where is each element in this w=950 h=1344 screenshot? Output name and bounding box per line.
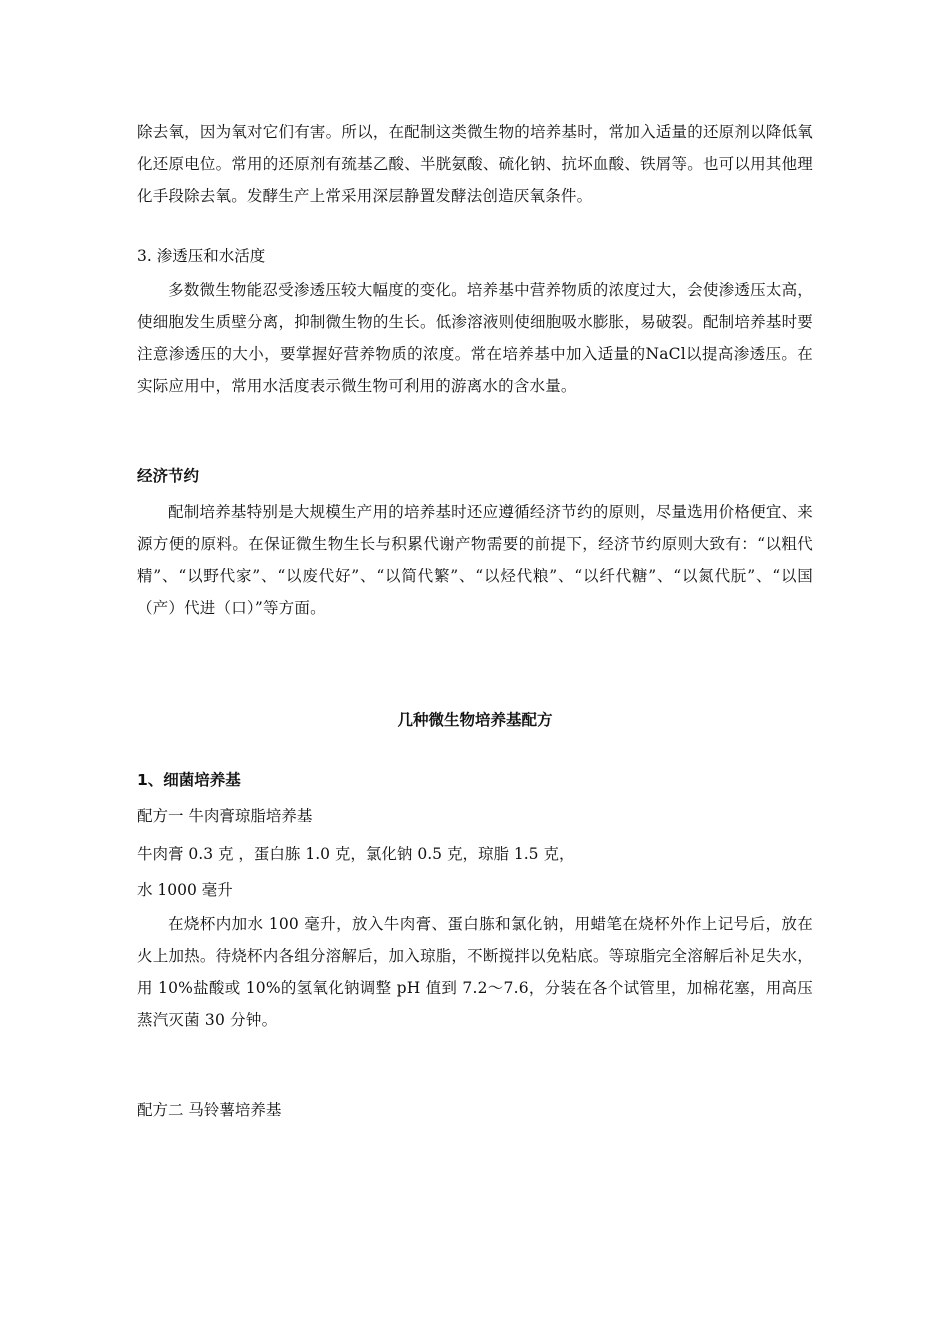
formula-one-ingredients-line2: 水 1000 毫升 <box>137 881 233 899</box>
bacteria-medium-title: 1、细菌培养基 <box>137 771 241 789</box>
section-economy-title: 经济节约 <box>137 467 200 485</box>
paragraph-osmotic: 多数微生物能忍受渗透压较大幅度的变化。培养基中营养物质的浓度过大，会使渗透压太高，使细胞发生质壁分离，抑制微生物的生长。低渗溶液则使细胞吸水膨胀，易破裂。配制培养基时要注意渗透压的大小，要掌握好营养物质的浓度。常在培养基中加入适量的NaCl以提高渗透压。在实际应用中，常用水活度表示微生物可利用的游离水的含水量。 <box>137 281 813 395</box>
paragraph-economy: 配制培养基特别是大规模生产用的培养基时还应遵循经济节约的原则，尽量选用价格便宜、来源方便的原料。在保证微生物生长与积累代谢产物需要的前提下，经济节约原则大致有：“以粗代精”、“以野代家”、“以废代好”、“以简代繁”、“以烃代粮”、“以纤代糖”、“以氮代朊”、“以国（产）代进（口）”等方面。 <box>137 503 813 617</box>
formula-one-title: 配方一 牛肉膏琼脂培养基 <box>137 807 313 825</box>
recipes-main-title: 几种微生物培养基配方 <box>397 711 553 729</box>
paragraph-formula-one-method: 在烧杯内加水 100 毫升，放入牛肉膏、蛋白胨和氯化钠，用蜡笔在烧杯外作上记号后，放在火上加热。待烧杯内各组分溶解后，加入琼脂，不断搅拌以免粘底。等琼脂完全溶解后补足失水，用 10%盐酸或 10%的氢氧化钠调整 pH 值到 7.2～7.6，分装在各个试管里，加棉花塞，用高压蒸汽灭菌 30 分钟。 <box>137 915 813 1029</box>
section-osmotic-title: 3. 渗透压和水活度 <box>137 247 266 265</box>
paragraph-anaerobic-intro: 除去氧，因为氧对它们有害。所以，在配制这类微生物的培养基时，常加入适量的还原剂以降低氧化还原电位。常用的还原剂有巯基乙酸、半胱氨酸、硫化钠、抗坏血酸、铁屑等。也可以用其他理化手段除去氧。发酵生产上常采用深层静置发酵法创造厌氧条件。 <box>137 123 813 205</box>
formula-one-ingredients-line1: 牛肉膏 0.3 克 ，蛋白胨 1.0 克，氯化钠 0.5 克，琼脂 1.5 克， <box>137 845 575 863</box>
formula-two-title: 配方二 马铃薯培养基 <box>137 1101 282 1119</box>
